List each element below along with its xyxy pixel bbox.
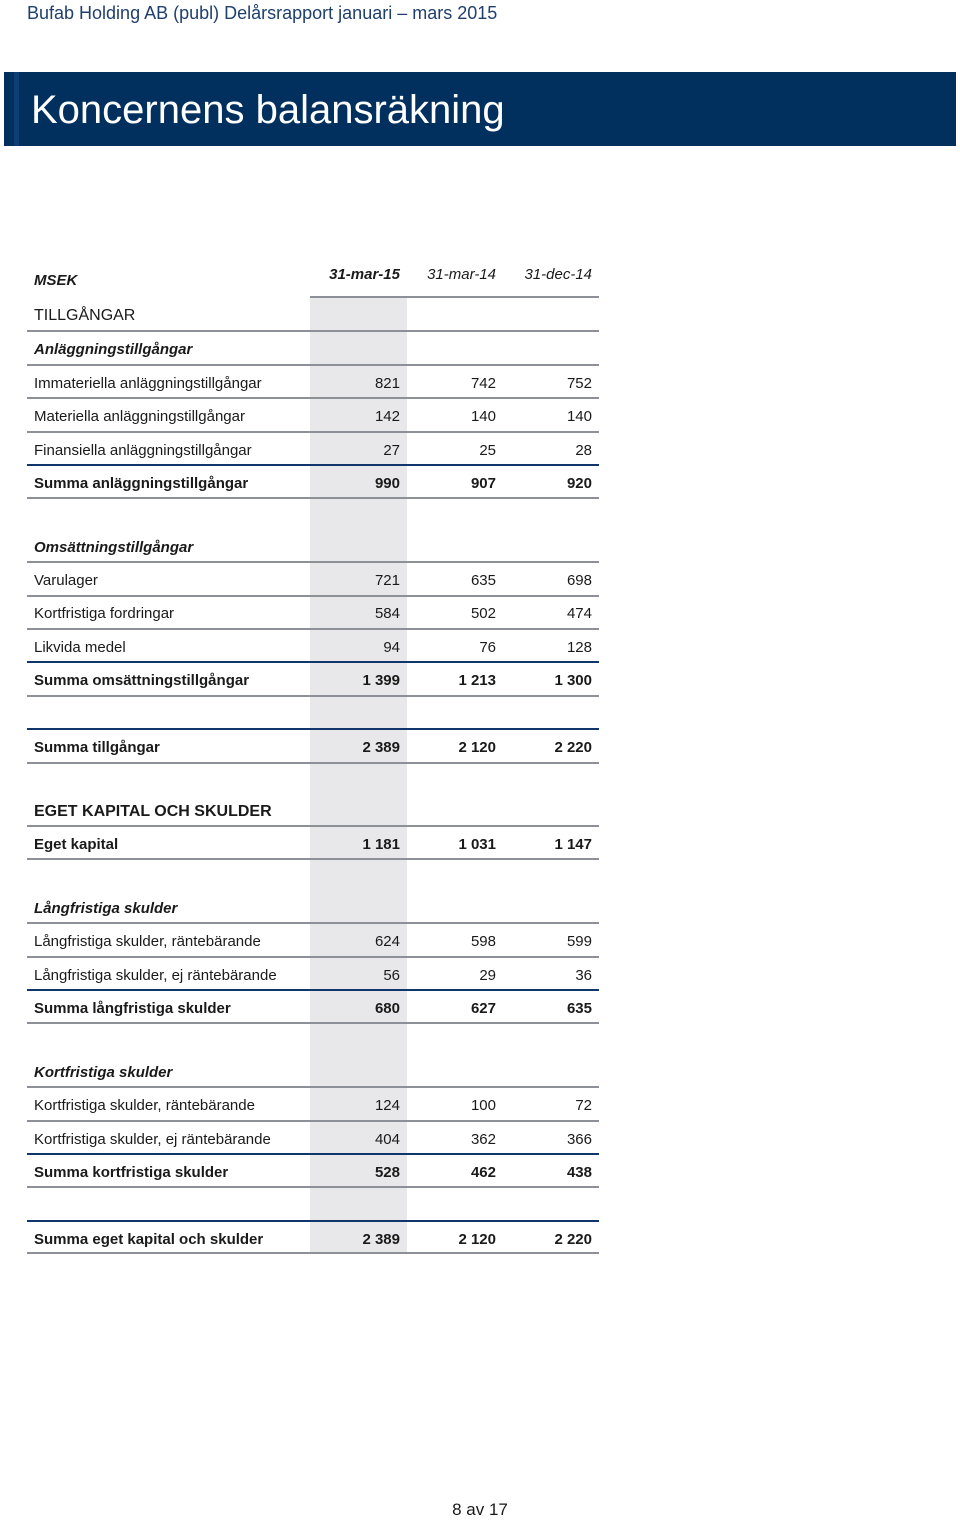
cell-value: 2 220	[554, 739, 592, 756]
table-row	[0, 992, 960, 1025]
cell-value: 1 213	[458, 672, 496, 689]
row-label: TILLGÅNGAR	[34, 307, 136, 324]
cell-value: 1 399	[362, 672, 400, 689]
column-header-row	[0, 258, 960, 291]
cell-value: 584	[374, 605, 400, 622]
row-rule	[27, 561, 599, 563]
row-rule	[27, 1186, 599, 1188]
header-rule	[310, 296, 599, 298]
cell-value: 94	[383, 639, 400, 656]
cell-value: 1 300	[554, 672, 592, 689]
table-row	[0, 828, 960, 861]
row-label: Kortfristiga skulder	[34, 1064, 173, 1081]
cell-value: 76	[479, 639, 496, 656]
title-banner	[4, 72, 956, 146]
row-label: Omsättningstillgångar	[34, 539, 194, 556]
cell-value: 124	[374, 1097, 400, 1114]
row-label: Kortfristiga skulder, räntebärande	[34, 1097, 255, 1114]
row-label: Summa eget kapital och skulder	[34, 1231, 264, 1248]
unit-label: MSEK	[34, 272, 78, 289]
cell-value: 624	[374, 933, 400, 950]
table-row	[0, 299, 960, 332]
row-rule	[27, 956, 599, 958]
row-rule	[27, 858, 599, 860]
row-label: Summa tillgångar	[34, 739, 160, 756]
row-label: Finansiella anläggningstillgångar	[34, 442, 252, 459]
cell-value: 2 389	[362, 739, 400, 756]
row-label: Summa kortfristiga skulder	[34, 1164, 229, 1181]
cell-value: 36	[575, 967, 592, 984]
sum-rule	[27, 661, 599, 663]
cell-value: 627	[470, 1000, 496, 1017]
cell-value: 742	[470, 375, 496, 392]
table-row	[0, 1056, 960, 1089]
cell-value: 140	[566, 408, 592, 425]
row-rule	[27, 1252, 599, 1254]
cell-value: 920	[566, 475, 592, 492]
row-label: Immateriella anläggningstillgångar	[34, 375, 262, 392]
row-rule	[27, 497, 599, 499]
cell-value: 1 181	[362, 836, 400, 853]
table-row	[0, 631, 960, 664]
cell-value: 404	[374, 1131, 400, 1148]
cell-value: 598	[470, 933, 496, 950]
table-row	[0, 1123, 960, 1156]
cell-value: 528	[374, 1164, 400, 1181]
table-row	[0, 333, 960, 366]
cell-value: 142	[374, 408, 400, 425]
table-row	[0, 959, 960, 992]
row-rule	[27, 1086, 599, 1088]
cell-value: 2 120	[458, 739, 496, 756]
row-rule	[27, 825, 599, 827]
table-row	[0, 367, 960, 400]
cell-value: 821	[374, 375, 400, 392]
row-rule	[27, 431, 599, 433]
row-label: Långfristiga skulder, räntebärande	[34, 933, 261, 950]
table-row	[0, 400, 960, 433]
row-label: Summa långfristiga skulder	[34, 1000, 231, 1017]
cell-value: 474	[566, 605, 592, 622]
row-label: Kortfristiga skulder, ej räntebärande	[34, 1131, 271, 1148]
cell-value: 680	[374, 1000, 400, 1017]
cell-value: 29	[479, 967, 496, 984]
sum-rule	[27, 1153, 599, 1155]
table-row	[0, 795, 960, 828]
table-row	[0, 1089, 960, 1122]
sum-rule	[27, 1220, 599, 1222]
row-label: Varulager	[34, 572, 98, 589]
sum-rule	[27, 989, 599, 991]
cell-value: 698	[566, 572, 592, 589]
sum-rule	[27, 464, 599, 466]
banner-accent	[14, 72, 19, 146]
column-header: 31-mar-14	[427, 266, 496, 283]
cell-value: 990	[374, 475, 400, 492]
row-rule	[27, 1120, 599, 1122]
row-label: Långfristiga skulder	[34, 900, 178, 917]
cell-value: 366	[566, 1131, 592, 1148]
report-header: Bufab Holding AB (publ) Delårsrapport januari – mars 2015	[27, 3, 498, 23]
cell-value: 721	[374, 572, 400, 589]
cell-value: 502	[470, 605, 496, 622]
table-row	[0, 1156, 960, 1189]
cell-value: 2 120	[458, 1231, 496, 1248]
cell-value: 2 389	[362, 1231, 400, 1248]
row-rule	[27, 330, 599, 332]
table-row	[0, 564, 960, 597]
cell-value: 599	[566, 933, 592, 950]
column-header: 31-dec-14	[524, 266, 592, 283]
row-rule	[27, 1022, 599, 1024]
cell-value: 752	[566, 375, 592, 392]
row-label: Långfristiga skulder, ej räntebärande	[34, 967, 277, 984]
cell-value: 56	[383, 967, 400, 984]
cell-value: 1 147	[554, 836, 592, 853]
page-title: Koncernens balansräkning	[31, 88, 505, 132]
cell-value: 128	[566, 639, 592, 656]
row-rule	[27, 695, 599, 697]
cell-value: 2 220	[554, 1231, 592, 1248]
row-rule	[27, 762, 599, 764]
cell-value: 25	[479, 442, 496, 459]
cell-value: 72	[575, 1097, 592, 1114]
cell-value: 27	[383, 442, 400, 459]
row-rule	[27, 364, 599, 366]
page-number	[0, 1500, 960, 1520]
table-row	[0, 664, 960, 697]
cell-value: 140	[470, 408, 496, 425]
cell-value: 635	[566, 1000, 592, 1017]
row-label: Likvida medel	[34, 639, 126, 656]
cell-value: 362	[470, 1131, 496, 1148]
row-label: Kortfristiga fordringar	[34, 605, 175, 622]
page-number-text: 8 av 17	[452, 1500, 508, 1519]
row-label: Summa anläggningstillgångar	[34, 475, 249, 492]
cell-value: 28	[575, 442, 592, 459]
cell-value: 100	[470, 1097, 496, 1114]
table-row	[0, 531, 960, 564]
cell-value: 438	[566, 1164, 592, 1181]
row-label: Anläggningstillgångar	[34, 341, 193, 358]
row-label: Materiella anläggningstillgångar	[34, 408, 245, 425]
cell-value: 462	[470, 1164, 496, 1181]
row-rule	[27, 922, 599, 924]
row-rule	[27, 628, 599, 630]
sum-rule	[27, 728, 599, 730]
row-label: Summa omsättningstillgångar	[34, 672, 250, 689]
column-header: 31-mar-15	[329, 266, 400, 283]
cell-value: 1 031	[458, 836, 496, 853]
row-label: EGET KAPITAL OCH SKULDER	[34, 803, 272, 820]
cell-value: 635	[470, 572, 496, 589]
table-row	[0, 892, 960, 925]
cell-value: 907	[470, 475, 496, 492]
row-rule	[27, 397, 599, 399]
table-row	[0, 467, 960, 500]
table-row	[0, 597, 960, 630]
table-row	[0, 925, 960, 958]
table-row	[0, 434, 960, 467]
row-label: Eget kapital	[34, 836, 119, 853]
table-row	[0, 731, 960, 764]
